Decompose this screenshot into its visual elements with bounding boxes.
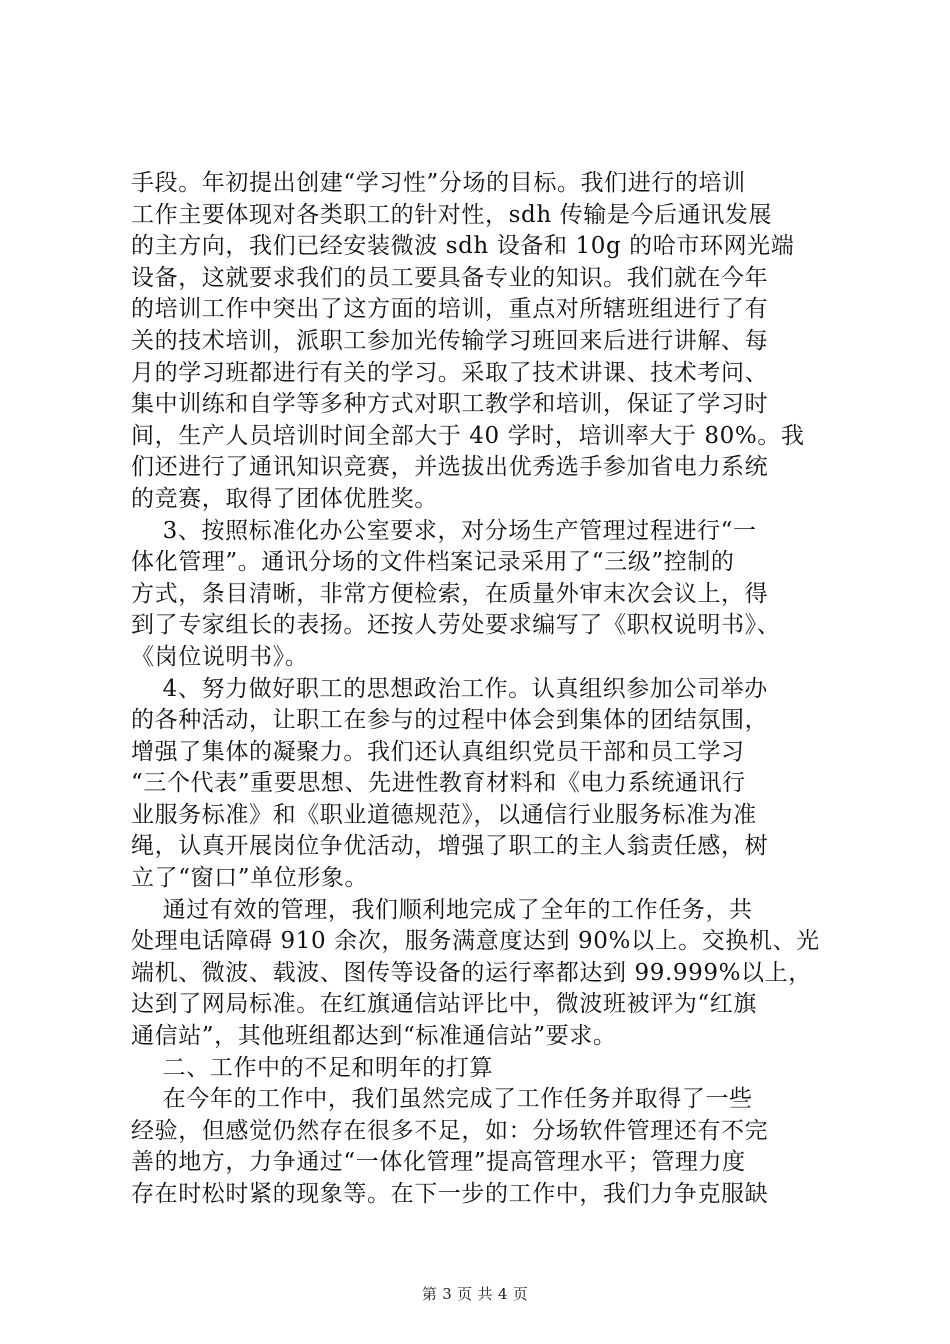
- text-line: 达到了网局标准。在红旗通信站评比中，微波班被评为“红旗: [131, 991, 757, 1018]
- text-line: 方式，条目清晰，非常方便检索，在质量外审末次会议上，得: [131, 580, 769, 607]
- text-line: 的主方向，我们已经安装微波 sdh 设备和 10g 的哈市环网光端: [131, 233, 795, 260]
- text-line: 存在时松时紧的现象等。在下一步的工作中，我们力争克服缺: [131, 1181, 769, 1207]
- text-line: 增强了集体的凝聚力。我们还认真组织党员干部和员工学习: [131, 738, 745, 765]
- text-line: 绳，认真开展岗位争优活动，增强了职工的主人翁责任感，树: [131, 833, 769, 860]
- text-line: 的各种活动，让职工在参与的过程中体会到集体的团结氛围，: [131, 707, 769, 734]
- text-line: 3、按照标准化办公室要求，对分场生产管理过程进行“一: [131, 517, 757, 544]
- text-line: 在今年的工作中，我们虽然完成了工作任务并取得了一些: [131, 1086, 753, 1113]
- text-line: 月的学习班都进行有关的学习。采取了技术讲课、技术考问、: [131, 359, 769, 386]
- text-line: 工作主要体现对各类职工的针对性，sdh 传输是今后通讯发展: [131, 201, 773, 228]
- text-line: 业服务标准》和《职业道德规范》，以通信行业服务标准为准: [131, 801, 757, 828]
- text-line: 的竞赛，取得了团体优胜奖。: [131, 485, 438, 512]
- text-line: 通信站”，其他班组都达到“标准通信站”要求。: [131, 1023, 617, 1050]
- text-line: 端机、微波、载波、图传等设备的运行率都达到 99.999%以上，: [131, 959, 812, 986]
- text-line: 善的地方，力争通过“一体化管理”提高管理水平；管理力度: [131, 1149, 746, 1176]
- text-line: 经验，但感觉仍然存在很多不足，如：分场软件管理还有不完: [131, 1117, 769, 1144]
- text-line: 《岗位说明书》。: [131, 643, 309, 670]
- page-footer: 第 3 页 共 4 页: [421, 1285, 529, 1303]
- text-line: 们还进行了通讯知识竞赛，并选拔出优秀选手参加省电力系统: [131, 454, 769, 481]
- text-line: 体化管理”。通讯分场的文件档案记录采用了“三级”控制的: [131, 549, 735, 576]
- text-line: 通过有效的管理，我们顺利地完成了全年的工作任务，共: [131, 896, 753, 923]
- text-line: 到了专家组长的表扬。还按人劳处要求编写了《职权说明书》、: [131, 612, 781, 639]
- text-line: 立了“窗口”单位形象。: [131, 865, 369, 892]
- text-line: 间，生产人员培训时间全部大于 40 学时，培训率大于 80%。我: [131, 422, 805, 449]
- text-line: 处理电话障碍 910 余次，服务满意度达到 90%以上。交换机、光: [131, 928, 820, 955]
- document-body: [131, 168, 831, 1211]
- text-line: 集中训练和自学等多种方式对职工教学和培训，保证了学习时: [131, 391, 769, 418]
- text-line: 4、努力做好职工的思想政治工作。认真组织参加公司举办: [131, 675, 768, 702]
- text-line: 的培训工作中突出了这方面的培训，重点对所辖班组进行了有: [131, 296, 769, 323]
- text-line: 设备，这就要求我们的员工要具备专业的知识。我们就在今年: [131, 264, 769, 291]
- text-line: 手段。年初提出创建“学习性”分场的目标。我们进行的培训: [131, 170, 746, 196]
- text-line: “三个代表”重要思想、先进性教育材料和《电力系统通讯行: [131, 770, 746, 797]
- text-line: 关的技术培训，派职工参加光传输学习班回来后进行讲解、每: [131, 327, 769, 354]
- text-line: 二、工作中的不足和明年的打算: [131, 1054, 494, 1081]
